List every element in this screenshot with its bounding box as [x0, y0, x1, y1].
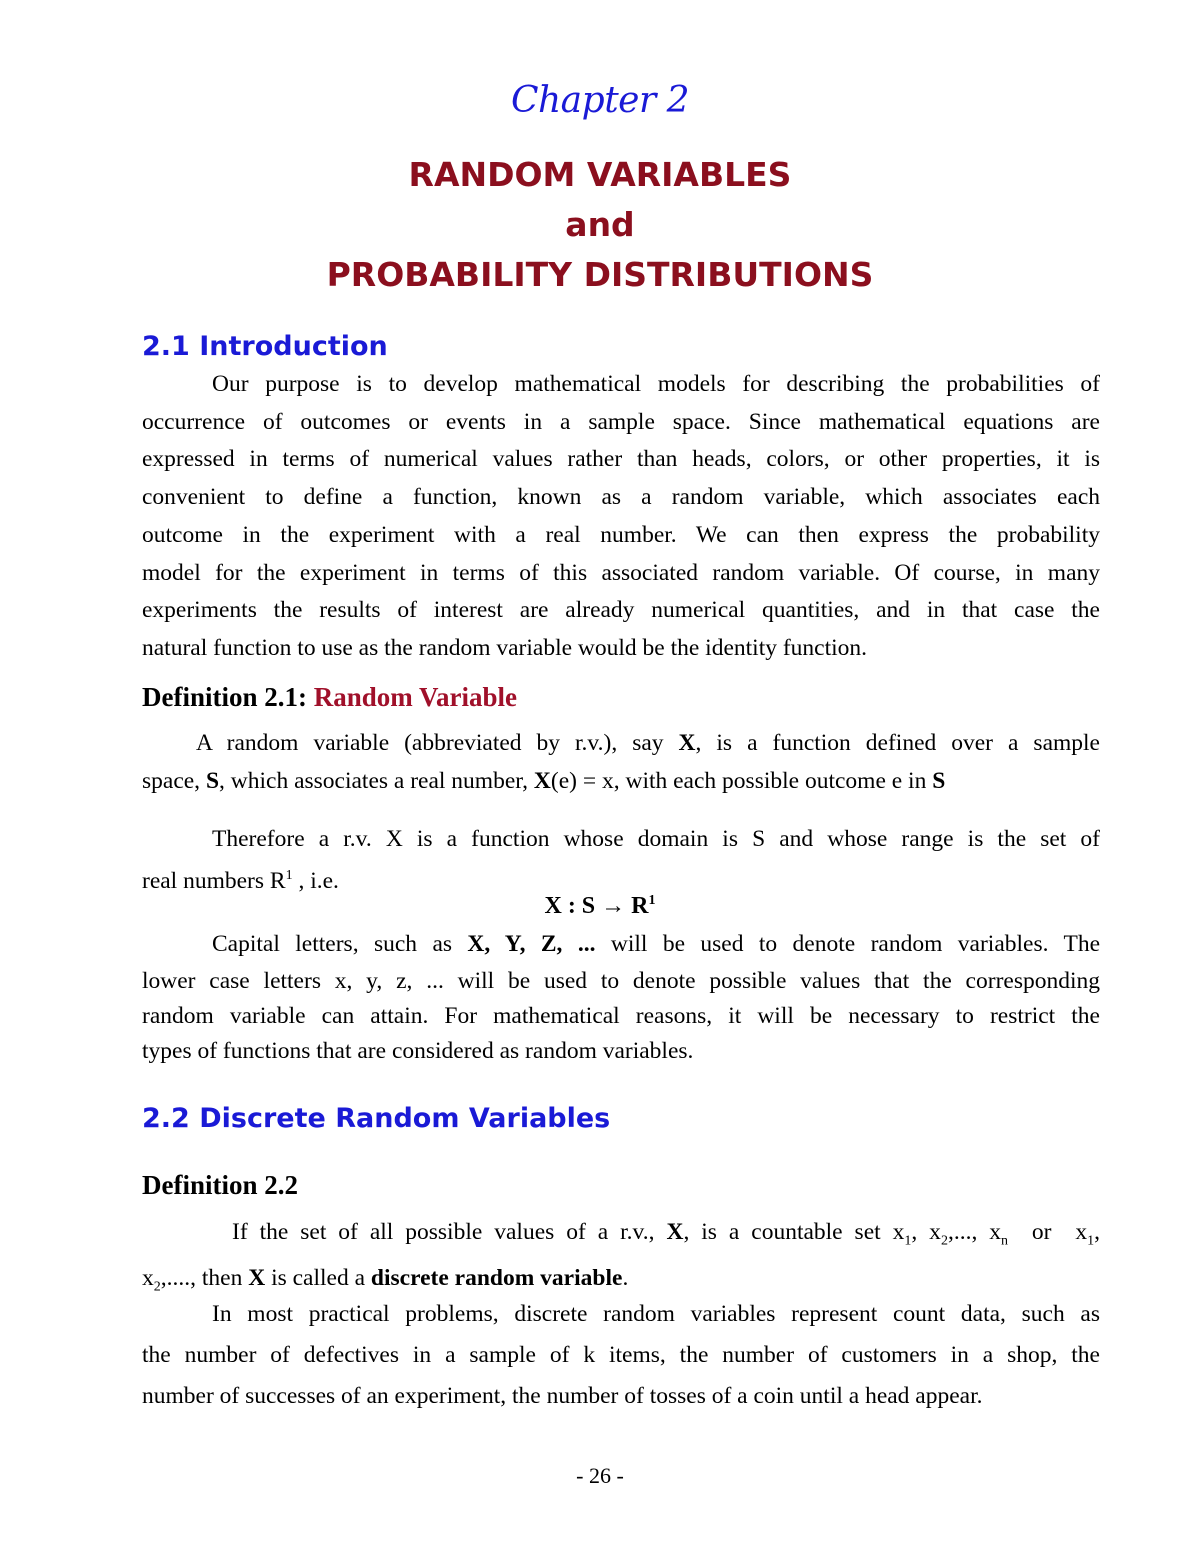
- paragraph-line: [142, 1214, 1100, 1260]
- text: .: [622, 1265, 629, 1292]
- text: , i.e.: [292, 867, 339, 894]
- subscript: 1: [904, 1233, 912, 1249]
- mapping-equation: [0, 893, 1200, 920]
- definition-2-2-heading: Definition 2.2: [142, 1170, 299, 1200]
- definition-2-1-heading: [142, 682, 517, 713]
- bold-term: discrete random variable: [370, 1265, 623, 1292]
- paragraph-line: [142, 859, 1100, 898]
- section-heading-discrete: 2.2 Discrete Random Variables: [142, 1103, 611, 1134]
- paragraph-line: lower case letters x, y, z, ... will be used to denote possible values that the corresponding: [142, 967, 1100, 994]
- variable-S: S: [932, 767, 946, 794]
- variable-X: X: [666, 1219, 684, 1245]
- text: A random variable (abbreviated by r.v.), say: [196, 730, 679, 756]
- text: (e) = x, with each possible outcome e in: [550, 767, 933, 794]
- subscript: 1: [1087, 1233, 1095, 1249]
- variable-X: X: [678, 730, 696, 756]
- equation-text: X : S → R: [544, 893, 649, 919]
- title-line-1: RANDOM VARIABLES: [408, 155, 792, 194]
- text: real numbers R: [142, 867, 286, 894]
- paragraph-line: types of functions that are considered as random variables.: [142, 1037, 694, 1064]
- text: , is a countable set x: [683, 1219, 905, 1245]
- paragraph-line: [142, 763, 1100, 801]
- paragraph-line: natural function to use as the random variable would be the identity function.: [142, 634, 868, 661]
- text: , x: [911, 1219, 941, 1245]
- text: ,..., x: [947, 1219, 1002, 1245]
- introduction-paragraph: [142, 366, 1100, 668]
- paragraph-line: model for the experiment in terms of this associated random variable. Of course, in many: [142, 559, 1100, 586]
- paragraph-line: expressed in terms of numerical values rather than heads, colors, or other properties, it is: [142, 446, 1100, 473]
- paragraph-line: experiments the results of interest are already numerical quantities, and in that case the: [142, 597, 1100, 624]
- variable-S: S: [205, 767, 220, 794]
- paragraph-line: the number of defectives in a sample of k items, the number of customers in a shop, the: [142, 1342, 1100, 1368]
- text: Capital letters, such as: [212, 931, 468, 957]
- subscript: 2: [153, 1280, 161, 1296]
- variable-X: X: [248, 1265, 266, 1292]
- page-number: - 26 -: [576, 1463, 624, 1488]
- superscript: 1: [648, 893, 656, 908]
- therefore-paragraph: [142, 821, 1100, 898]
- paragraph-line: convenient to define a function, known as a random variable, which associates each: [142, 484, 1100, 511]
- chapter-heading: Chapter 2: [510, 80, 690, 121]
- chapter-title: [0, 150, 1200, 300]
- practical-problems-paragraph: [142, 1294, 1100, 1417]
- variable-X: X: [533, 767, 551, 794]
- subscript: n: [1001, 1233, 1009, 1249]
- text: will be used to denote random variables. The: [595, 931, 1100, 957]
- definition-2-1-body: [142, 725, 1100, 800]
- paragraph-line: number of successes of an experiment, the number of tosses of a coin until a head appear.: [142, 1383, 983, 1409]
- title-line-2: and: [565, 205, 635, 244]
- text: space,: [142, 767, 206, 794]
- text: is called a: [265, 1265, 371, 1292]
- paragraph-line: outcome in the experiment with a real number. We can then express the probability: [142, 521, 1100, 548]
- definition-name: Random Variable: [313, 682, 518, 712]
- text: x: [142, 1265, 154, 1292]
- paragraph-line: [142, 926, 1100, 964]
- paragraph-line: [142, 725, 1100, 763]
- text: , which associates a real number,: [219, 767, 534, 794]
- definition-label: Definition 2.1:: [142, 682, 307, 712]
- subscript: 2: [940, 1233, 948, 1249]
- paragraph-line: Therefore a r.v. X is a function whose domain is S and whose range is the set of: [212, 826, 1100, 852]
- definition-2-2-body: [142, 1214, 1100, 1307]
- text: If the set of all possible values of a r.v.,: [232, 1219, 667, 1245]
- text: , is a function defined over a sample: [695, 730, 1100, 756]
- paragraph-line: In most practical problems, discrete random variables represent count data, such as: [212, 1301, 1100, 1327]
- paragraph-line: random variable can attain. For mathematical reasons, it will be necessary to restrict the: [142, 1002, 1100, 1029]
- text: ,...., then: [160, 1265, 249, 1292]
- paragraph-line: occurrence of outcomes or events in a sample space. Since mathematical equations are: [142, 408, 1100, 435]
- text: or x: [1008, 1219, 1088, 1245]
- capital-letters-paragraph: [142, 926, 1100, 1069]
- superscript: 1: [285, 867, 293, 883]
- section-heading-introduction: 2.1 Introduction: [142, 331, 388, 362]
- paragraph-line: Our purpose is to develop mathematical models for describing the probabilities of: [212, 371, 1100, 397]
- title-line-3: PROBABILITY DISTRIBUTIONS: [326, 255, 874, 294]
- text: ,: [1094, 1219, 1101, 1245]
- bold-variables: X, Y, Z, ...: [467, 931, 596, 957]
